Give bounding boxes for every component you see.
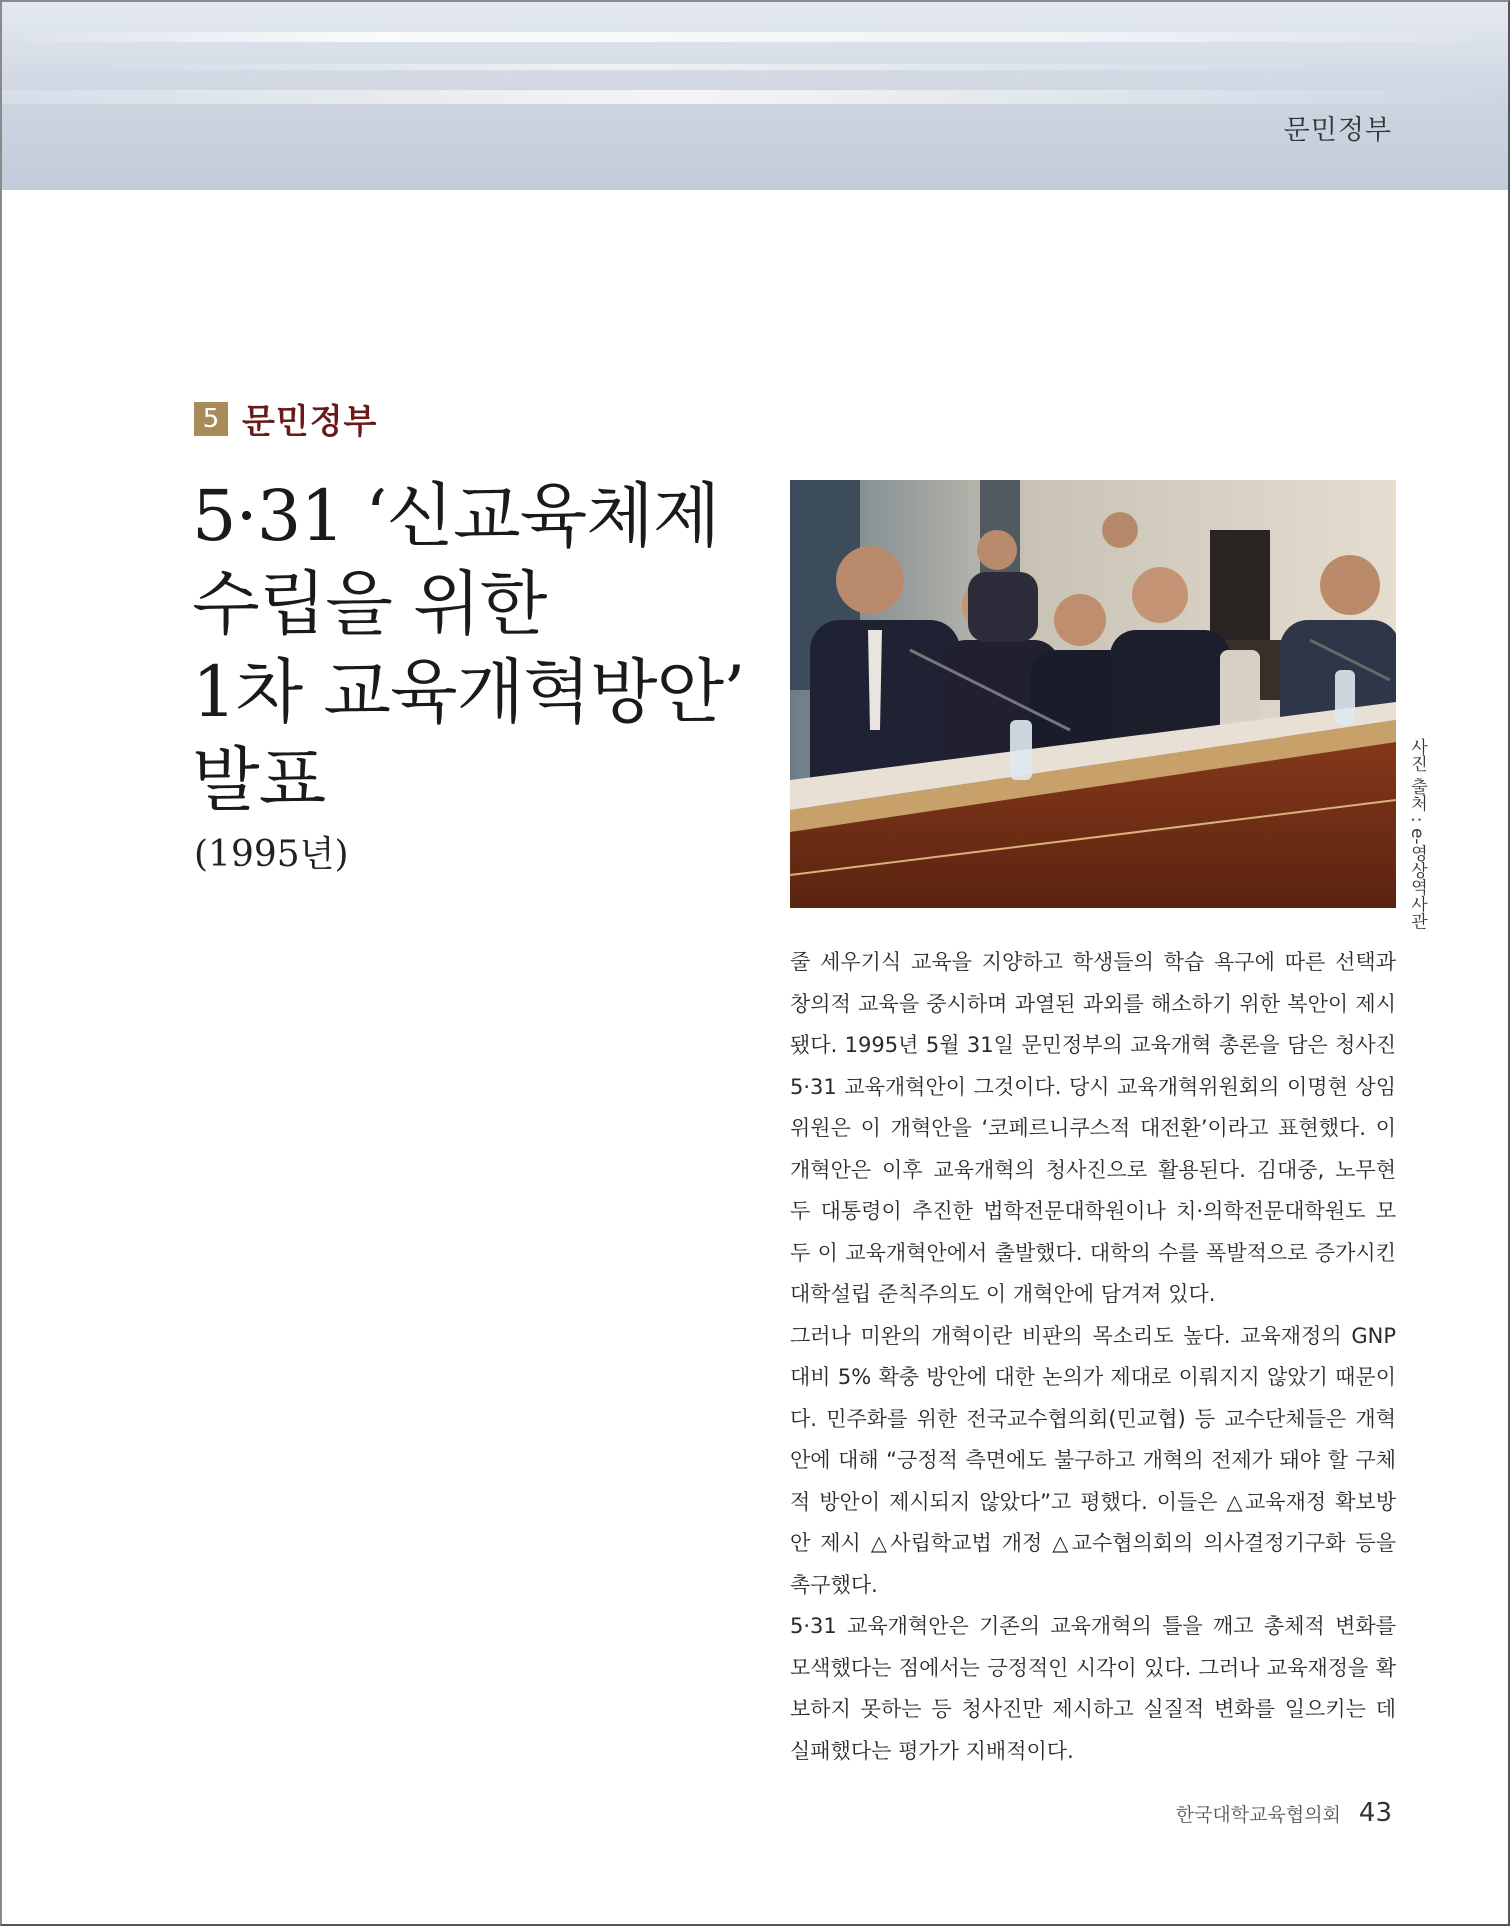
page-footer — [1176, 1798, 1392, 1828]
article-title — [192, 472, 752, 824]
section-label — [194, 394, 377, 443]
header-streak — [2, 90, 1508, 104]
body-paragraph: 줄 세우기식 교육을 지양하고 학생들의 학습 욕구에 따른 선택과 창의적 교육을 중시하며 과열된 과외를 해소하기 위한 복안이 제시됐다. 1995년 5월 31일 문민정부의 교육개혁 총론을 담은 청사진 5·31 교육개혁안이 그것이다. 당시 교육개혁위원회의 이명현 상임위원은 이 개혁안을 ‘코페르니쿠스적 대전환’이라고 표현했다. 이 개혁안은 이후 교육개혁의 청사진으로 활용된다. 김대중, 노무현 두 대통령이 추진한 법학전문대학원이나 치·의학전문대학원도 모두 이 교육개혁안에서 출발했다. 대학의 수를 폭발적으로 증가시킨 대학설립 준칙주의도 이 개혁안에 담겨져 있다. — [790, 950, 1396, 1306]
body-paragraph: 그러나 미완의 개혁이란 비판의 목소리도 높다. 교육재정의 GNP 대비 5% 확충 방안에 대한 논의가 제대로 이뤄지지 않았기 때문이다. 민주화를 위한 전국교수협의회(민교협) 등 교수단체들은 개혁안에 대해 “긍정적 측면에도 불구하고 개혁의 전제가 돼야 할 구체적 방안이 제시되지 않았다”고 평했다. 이들은 △교육재정 확보방안 제시 △사립학교법 개정 △교수협의회의 의사결정기구화 등을 촉구했다. — [790, 1323, 1396, 1597]
title-year: (1995년) — [194, 834, 349, 875]
photo-credit: 사진 출처 : e-영상역사관 — [1407, 738, 1427, 930]
header-streak — [2, 32, 1508, 42]
section-title: 문민정부 — [242, 402, 378, 442]
footer-organization: 한국대학교육협의회 — [1175, 1804, 1341, 1826]
press-conference-photo — [790, 480, 1396, 908]
title-line: 발표 — [192, 739, 326, 821]
header-streak — [2, 64, 1508, 70]
article-body — [790, 942, 1396, 1772]
section-number-badge: 5 — [194, 402, 228, 436]
page-number: 43 — [1358, 1798, 1392, 1828]
title-line: 1차 교육개혁방안’ — [192, 651, 745, 733]
body-paragraph: 5·31 교육개혁안은 기존의 교육개혁의 틀을 깨고 총체적 변화를 모색했다는 점에서는 긍정적인 시각이 있다. 그러나 교육재정을 확보하지 못하는 등 청사진만 제시하고 실질적 변화를 일으키는 데 실패했다는 평가가 지배적이다. — [790, 1614, 1396, 1763]
running-head: 문민정부 — [1283, 115, 1392, 146]
header-band — [2, 2, 1508, 190]
title-line: 수립을 위한 — [192, 563, 547, 645]
title-line: 5·31 ‘신교육체제 — [192, 475, 720, 557]
